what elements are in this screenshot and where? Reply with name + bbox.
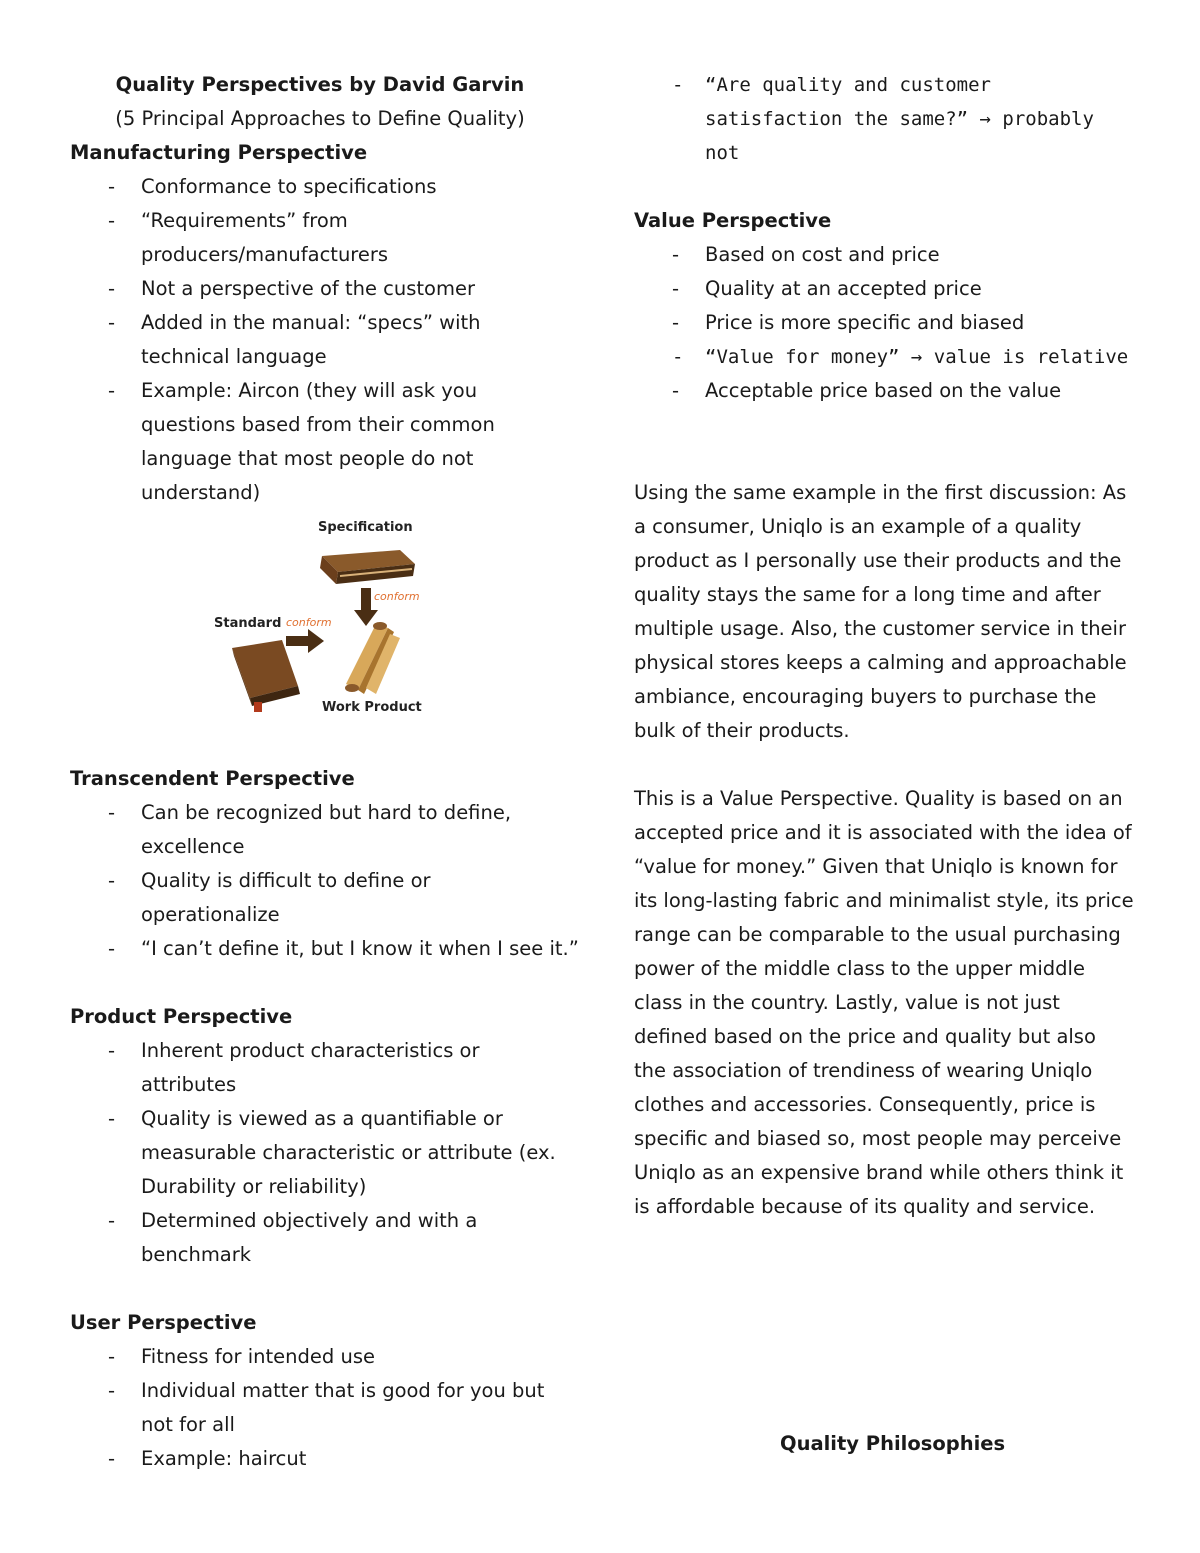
list-item: - Example: haircut — [70, 1442, 570, 1476]
transcendent-list — [70, 796, 579, 966]
user-heading: User Perspective — [70, 1311, 257, 1334]
user-continued-list — [634, 68, 1134, 170]
quality-philosophies-heading: Quality Philosophies — [780, 1432, 1006, 1455]
value-analysis-paragraph: This is a Value Perspective. Quality is based on an accepted price and it is associated with the idea of “value for money.” Given that Uniqlo is known for its long-lasting fabric and minimalist style, its price range can be comparable to the usual purchasing power of the middle class to the upper middle class in the country. Lastly, value is not just defined based on the price and quality but also the association of trendiness of wearing Uniqlo clothes and accessories. Consequently, price is specific and biased so, most people may perceive Uniqlo as an expensive brand while others think it is affordable because of its quality and service. — [634, 787, 1134, 1218]
list-item: - Conformance to specifications — [70, 170, 570, 204]
manufacturing-list — [70, 170, 570, 510]
list-item: - “Are quality and customer satisfaction the same?” → probably not — [634, 68, 1134, 170]
list-item: - Quality is viewed as a quantifiable or measurable characteristic or attribute (ex. Durability or reliability) — [70, 1102, 570, 1204]
value-list — [634, 238, 1134, 408]
list-item: - Example: Aircon (they will ask you questions based from their common language that most people do not understand) — [70, 374, 570, 510]
conform-label: conform — [374, 590, 420, 603]
list-item: - Acceptable price based on the value — [634, 374, 1134, 408]
conformance-figure — [210, 516, 510, 746]
work-product-label: Work Product — [322, 700, 422, 715]
list-item: - Quality at an accepted price — [634, 272, 1134, 306]
user-list — [70, 1340, 570, 1476]
left-column — [70, 68, 579, 1476]
standard-label: Standard — [214, 616, 282, 631]
list-item: - Price is more specific and biased — [634, 306, 1134, 340]
product-list — [70, 1034, 570, 1272]
right-arrow-icon — [286, 629, 324, 653]
conform-label: conform — [286, 616, 332, 629]
list-item: - Inherent product characteristics or attributes — [70, 1034, 570, 1102]
specification-label: Specification — [318, 520, 413, 535]
document-subtitle: (5 Principal Approaches to Define Quality) — [115, 107, 525, 130]
list-item: - Can be recognized but hard to define, excellence — [70, 796, 570, 864]
value-heading: Value Perspective — [634, 209, 832, 232]
list-item: - Based on cost and price — [634, 238, 1134, 272]
list-item: - “Requirements” from producers/manufacturers — [70, 204, 570, 272]
document-title: Quality Perspectives by David Garvin — [115, 73, 525, 96]
uniqlo-example-paragraph: Using the same example in the first discussion: As a consumer, Uniqlo is an example of a quality product as I personally use their products and the quality stays the same for a long time and after multiple usage. Also, the customer service in their physical stores keeps a calming and approachable ambiance, encouraging buyers to purchase the bulk of their products. — [634, 481, 1127, 742]
list-item: - Added in the manual: “specs” with technical language — [70, 306, 570, 374]
scroll-icon — [345, 622, 400, 694]
list-item: - Determined objectively and with a benchmark — [70, 1204, 570, 1272]
list-item: - Individual matter that is good for you but not for all — [70, 1374, 570, 1442]
product-heading: Product Perspective — [70, 1005, 293, 1028]
standard-book-icon — [232, 640, 300, 712]
list-item: - Quality is difficult to define or operationalize — [70, 864, 570, 932]
right-column — [634, 68, 1134, 1224]
list-item: - Fitness for intended use — [70, 1340, 570, 1374]
list-item: - “Value for money” → value is relative — [634, 340, 1134, 374]
specification-book-icon — [320, 550, 415, 584]
transcendent-heading: Transcendent Perspective — [70, 767, 355, 790]
list-item: - “I can’t define it, but I know it when I see it.” — [70, 932, 570, 966]
manufacturing-heading: Manufacturing Perspective — [70, 141, 368, 164]
list-item: - Not a perspective of the customer — [70, 272, 570, 306]
